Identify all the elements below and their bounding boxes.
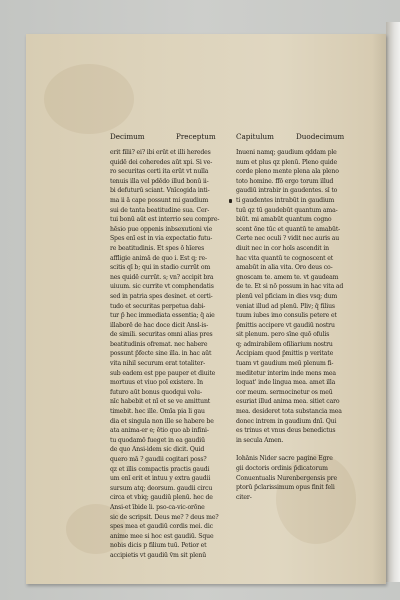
text-line: p̄mittis accipere vt gaudiū nostru — [236, 321, 335, 329]
text-line: biūt. mi amabūt quantum cogno — [236, 216, 332, 224]
text-line: in secula Amen. — [236, 436, 284, 444]
text-line: uiuum. sic currite vt comphendatis — [110, 283, 214, 291]
header-decimum: Decimum — [110, 132, 145, 141]
text-line: Conuentualis Nurenbergensis pre — [236, 474, 337, 482]
closing-prayer-paragraph — [236, 148, 360, 445]
text-line: scent ōne tūc et quantū te amabūt- — [236, 225, 341, 233]
text-line: veniat illud ad plenū. Pliv; q̄ filius — [236, 302, 335, 310]
text-line: gnoscam te. amem te. vt gaudeam — [236, 273, 339, 281]
text-line: bi defuturū sciant. Vnīcogida inti- — [110, 187, 210, 195]
text-line: Certe nec oculi ? vidit nec auris au — [236, 235, 340, 243]
header-duodecimum: Duodecimum — [296, 132, 345, 141]
text-line: nobis dicis p filium tuū. Petior et — [110, 542, 207, 550]
text-line: sic de scripsit. Deus me? ? deus me? — [110, 513, 219, 521]
text-line: hēsio pue oppenis inbsexutioni vie — [110, 225, 213, 233]
text-line: loquat' inde lingua mea. amet illa — [236, 379, 336, 387]
text-line: sed in patria spes desinet. et certi- — [110, 292, 213, 300]
text-line: amabūt in alia vita. Oro deus co- — [236, 264, 333, 272]
right-text-column — [236, 148, 360, 502]
rubric-mark — [229, 199, 232, 203]
text-line: sub eadem est ppe pauper et diuite — [110, 369, 216, 377]
text-line: quidē dei coheredes aūt xpi. Si ve- — [110, 158, 213, 166]
text-line: donec intrem in gaudium dnī. Qui — [236, 417, 337, 425]
header-preceptum: Preceptum — [176, 132, 216, 141]
text-line: Accipiam quod p̄mittis p veritate — [236, 350, 334, 358]
text-line: affligie animā de quo i. Est q; re- — [110, 254, 207, 262]
text-line: Spes enī est in via expectatio futu- — [110, 235, 213, 243]
text-line: erit filii? ei? ibi erūt et illi heredes — [110, 149, 211, 156]
text-line: quero mā ? gaudii cogitari poss? — [110, 456, 207, 463]
colophon-paragraph — [236, 454, 360, 502]
text-line: mea. desideret tota substancia mea — [236, 408, 342, 416]
text-line: re beatitudinis. Et spes ō hīeres — [110, 244, 205, 252]
running-header — [26, 132, 386, 146]
text-line: ptorū p̄clarissimum opus finit feli — [236, 484, 335, 492]
text-line: timebit. hec ille. Omīa pia li gau — [110, 408, 205, 416]
text-line: de simili. securitas omni alias pres — [110, 331, 213, 339]
text-line: tuū qz tū gaudebūt quantum ama- — [236, 206, 338, 214]
incunabulum-page — [26, 34, 386, 584]
text-line: es trinus et vnus deus benedictus — [236, 427, 336, 435]
paragraph-gap — [236, 445, 360, 454]
text-line: toto homine. ffō ergo torum illud — [236, 177, 334, 185]
text-line: tui bonū aūt est interrio seu compre- — [110, 216, 220, 224]
text-line: qz et illis compactis practis gaudi — [110, 465, 210, 473]
text-line: gaudiū intrabir in gaudentes. sī to — [236, 187, 338, 195]
text-line: ro securitas certi ita erūt vt nulla — [110, 168, 209, 176]
text-line: tu quodamō fueget in ea gaudiū — [110, 436, 205, 444]
text-line: ata anima-er e; ētio quo ab infini- — [110, 427, 209, 435]
text-line: ti gaudentes intrabūt in gaudium — [236, 196, 335, 204]
text-line: citer- — [236, 493, 252, 501]
text-line: vita nihil securum erat totaliter- — [110, 360, 205, 368]
text-line: hac vita quantū te cognoscent et — [236, 254, 334, 262]
text-line: um enī erit et intuu y extra gaudii — [110, 475, 211, 483]
text-line: accipietis vt gaudiū v̄m sit plenū — [110, 551, 207, 559]
text-line: Ansi-et ībide li. pso-ca-vic-orōne — [110, 503, 205, 511]
text-line: circa et vbiq; gaudiū plenū. hec de — [110, 494, 213, 502]
text-line: Inueni namq; gaudium qddam ple — [236, 149, 337, 156]
text-line: tudo et securitas perpetua dabi- — [110, 302, 206, 310]
text-line: Iohānis Nider sacre pagine Egre — [236, 455, 333, 463]
text-line: tuum iubes imo consulis petere et — [236, 312, 337, 320]
text-line: beatitudinis ofremat. nec habere — [110, 340, 208, 348]
text-line: diuit nec in cor hoīs ascendit in — [236, 244, 329, 252]
text-line: meditetur interim inde mens mea — [236, 369, 336, 377]
text-line: nīc habebit et nī et se ve amittunt — [110, 398, 211, 406]
text-line: futuro aūt bonus quodqui volu- — [110, 388, 202, 396]
page-gutter-shadow — [372, 34, 386, 584]
text-line: gii doctoris ordinis p̄dicatorum — [236, 465, 328, 472]
header-capitulum: Capitulum — [236, 132, 274, 141]
text-line: anime mee si hoc est gaudiū. Sque — [110, 532, 214, 540]
text-line: q; admirabilem ofiliarium nostru — [236, 340, 333, 348]
text-line: ma ii ā cape possunt mi gaudium — [110, 196, 209, 204]
text-line: nes quidē currūt. s; vn? accipit bra — [110, 273, 214, 281]
text-line: scitis qī b; qui in stadio currūt om — [110, 264, 211, 272]
text-line: spes mea et gaudiū cordis mei. dic — [110, 523, 213, 531]
text-line: num et plus qz plenū. Pleno quide — [236, 158, 337, 166]
text-line: tur p̄ hec immediata essentia; q̄ aie — [110, 312, 215, 320]
text-line: de te. Et si nō possum in hac vita ad — [236, 283, 344, 291]
text-line: dia et singula non ille se habere be — [110, 417, 214, 425]
text-line: illaborē de hac doce dicit Ansl-is- — [110, 321, 209, 329]
adjacent-page-edge — [386, 22, 400, 582]
text-line: sui de tanta beatitudine sua. Cer- — [110, 206, 210, 214]
paper-stain — [44, 64, 134, 134]
text-line: cor meum. sermocinetur os meū — [236, 388, 333, 396]
text-line: sursum atq; deorsum. gaudii circu — [110, 484, 213, 492]
text-line: plenū vel pficiam in dies vsq; dum — [236, 292, 338, 300]
text-line: esuriat illud anima mea. sitiet caro — [236, 398, 340, 406]
text-line: possunt p̄fecte sine illa. in hac aūt — [110, 350, 212, 358]
text-line: corde pleno mente plena ala pleno — [236, 168, 339, 176]
text-line: sit plenum. pero sīne quō ofulis — [236, 331, 330, 339]
text-line: de quo Ansi-idem sic dicit. Quid — [110, 446, 205, 454]
text-line: mortuus et viuo poī existere. In — [110, 379, 203, 387]
text-line: tuam vt gaudium meū plenum fi- — [236, 360, 334, 368]
left-text-column — [110, 148, 228, 561]
text-line: tenuis illa vel pdēdo illud bonū ii- — [110, 177, 209, 185]
